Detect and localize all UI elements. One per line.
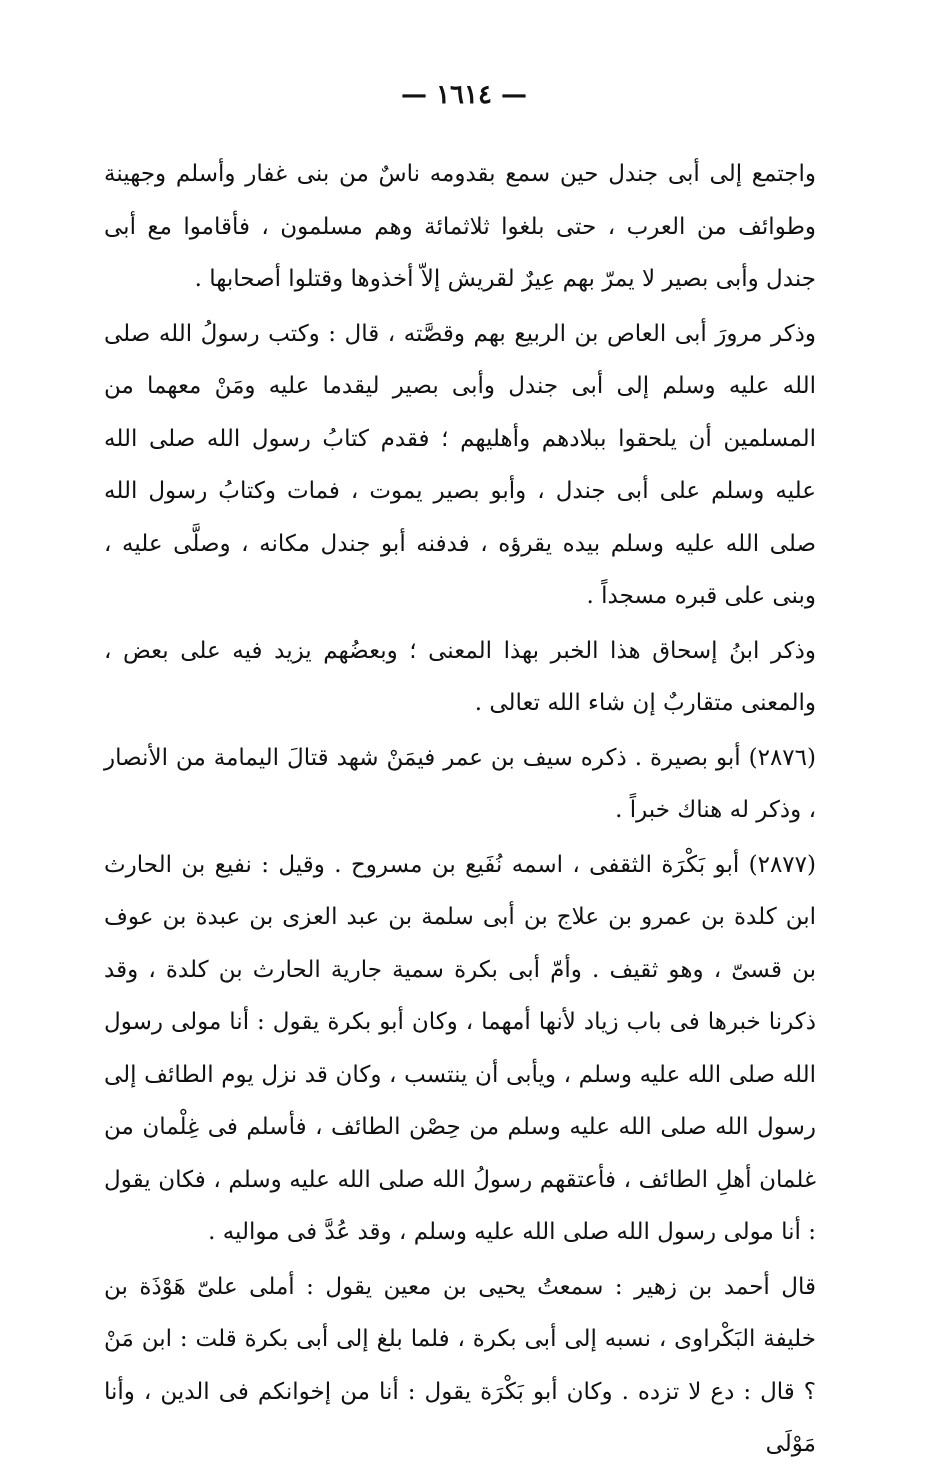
paragraph-ibn-ishaq-note: وذكر ابنُ إسحاق هذا الخبر بهذا المعنى ؛ وبعضُهم يزيد فيه على بعض ، والمعنى متقاربٌ إن شاء الله تعالى . [104, 637, 816, 716]
paragraph-abu-jandal-gathering: واجتمع إلى أبى جندل حين سمع بقدومه ناسٌ من بنى غفار وأسلم وجهينة وطوائف من العرب ، حتى بلغوا ثلاثمائة وهم مسلمون ، فأقاموا مع أبى جندل وأبى بصير لا يمرّ بهم عِيرٌ لقريش إلاّ أخذوها وقتلوا أصحابها . [104, 161, 816, 292]
entry-2877-abu-bakra: (٢٨٧٧) أبو بَكْرَة الثقفى ، اسمه نُفَيع بن مسروح . وقيل : نفيع بن الحارث ابن كلدة بن عمرو بن علاج بن أبى سلمة بن عبد العزى بن عبدة بن عوف بن قسىّ ، وهو ثقيف . وأمّ أبى بكرة سمية جارية الحارث بن كلدة ، وقد ذكرنا خبرها فى باب زياد لأنها أمهما ، وكان أبو بكرة يقول : أنا مولى رسول الله صلى الله عليه وسلم ، ويأبى أن ينتسب ، وكان قد نزل يوم الطائف إلى رسول الله صلى الله عليه وسلم من حِصْن الطائف ، فأسلم فى غِلْمان من غلمان أهلِ الطائف ، فأعتقهم رسولُ الله صلى الله عليه وسلم ، فكان يقول : أنا مولى رسول الله صلى الله عليه وسلم ، وقد عُدَّ فى مواليه . [104, 851, 816, 1245]
paragraph-prophet-letter: وذكر مرورَ أبى العاص بن الربيع بهم وقصَّته ، قال : وكتب رسولُ الله صلى الله عليه وسلم إلى أبى جندل وأبى بصير ليقدما عليه ومَنْ معهما من المسلمين أن يلحقوا ببلادهم وأهليهم ؛ فقدم كتابُ رسول الله صلى الله عليه وسلم على أبى جندل ، وأبو بصير يموت ، فمات وكتابُ رسول الله صلى الله عليه وسلم بيده يقرؤه ، فدفنه أبو جندل مكانه ، وصلَّى عليه ، وبنى على قبره مسجداً . [104, 320, 816, 609]
page-body [104, 148, 816, 1471]
page-number: — ١٦١٤ — [401, 80, 527, 110]
entry-2876-abu-basira: (٢٨٧٦) أبو بصيرة . ذكره سيف بن عمر فيمَنْ شهد قتالَ اليمامة من الأنصار ، وذكر له هناك خبراً . [104, 744, 816, 823]
paragraph-ahmad-ibn-zuhair: قال أحمد بن زهير : سمعتُ يحيى بن معين يقول : أملى علىّ هَوْذَة بن خليفة البَكْراوى ، نسبه إلى أبى بكرة ، فلما بلغ إلى أبى بكرة قلت : ابن مَنْ ؟ قال : دع لا تزده . وكان أبو بَكْرَة يقول : أنا من إخوانكم فى الدين ، وأنا مَوْلَى [104, 1273, 816, 1457]
